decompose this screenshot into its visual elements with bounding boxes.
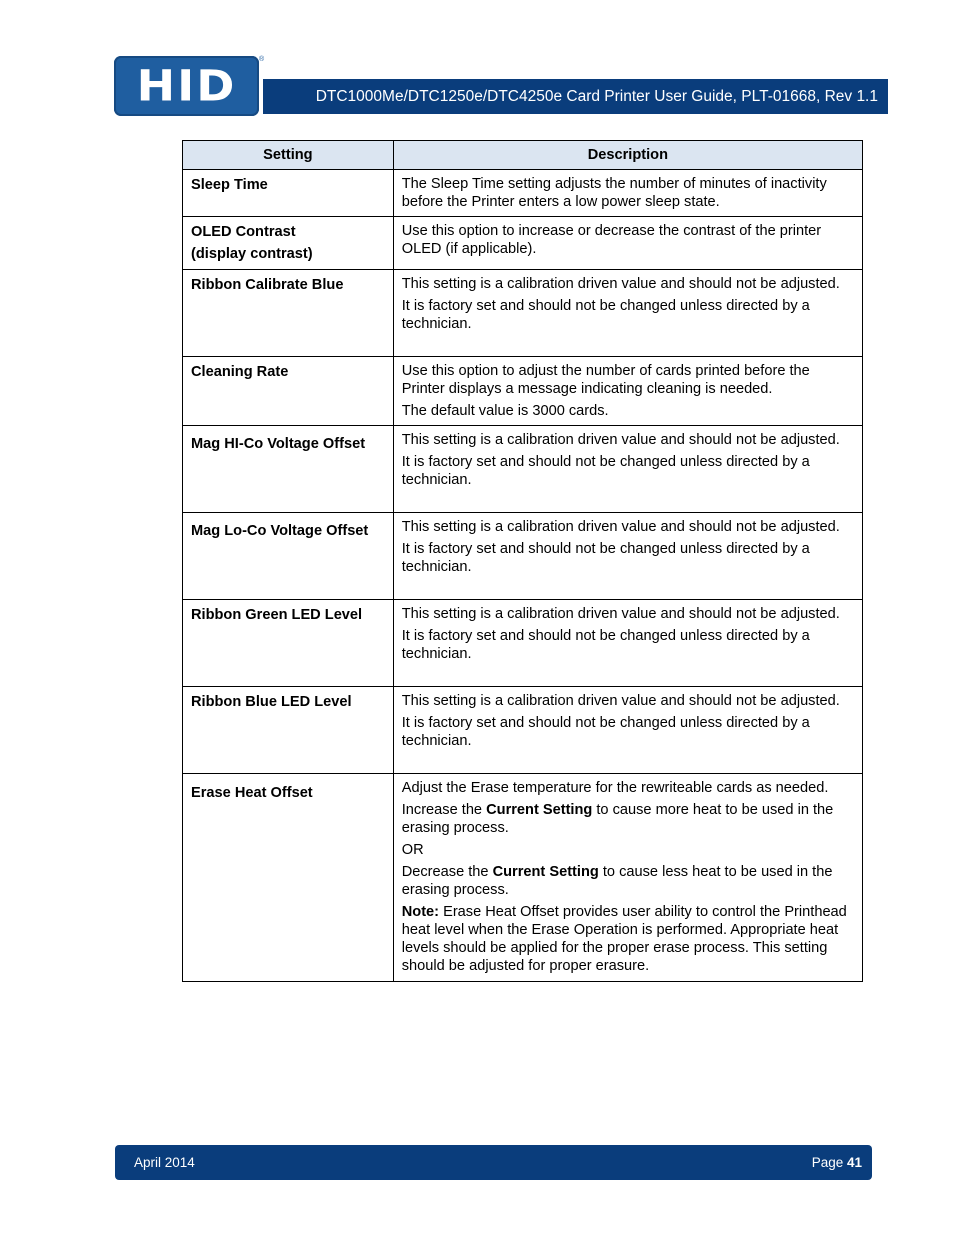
setting-name: Sleep Time (183, 170, 394, 217)
note-label: Note: (401, 904, 440, 920)
column-header-description: Description (393, 141, 862, 170)
table-row (183, 513, 863, 600)
description-paragraph (402, 863, 854, 899)
table-row (183, 170, 863, 217)
setting-name (183, 217, 394, 270)
header-title-bar (263, 79, 888, 114)
setting-name: Ribbon Calibrate Blue (183, 270, 394, 357)
description-paragraph: The Sleep Time setting adjusts the number of minutes of inactivity before the Printer enters a low power sleep state. (401, 176, 827, 210)
setting-description (393, 687, 862, 774)
table-row (183, 357, 863, 426)
setting-description (393, 357, 862, 426)
page-label: Page (811, 1155, 847, 1170)
setting-name: Ribbon Green LED Level (183, 600, 394, 687)
bold-text: Current Setting (492, 864, 599, 880)
description-paragraph: Use this option to adjust the number of cards printed before the Printer displays a message indicating cleaning is needed. (401, 363, 810, 397)
description-paragraph: The default value is 3000 cards. (401, 403, 609, 419)
setting-description (393, 217, 862, 270)
table-row (183, 270, 863, 357)
description-paragraph: It is factory set and should not be changed unless directed by a technician. (401, 298, 810, 332)
page-indicator (812, 1155, 862, 1170)
settings-table (182, 140, 863, 982)
description-paragraph: It is factory set and should not be changed unless directed by a technician. (401, 541, 810, 575)
hid-logo (114, 56, 259, 116)
text-run: Decrease the (401, 864, 493, 880)
registered-mark: ® (259, 56, 265, 63)
setting-description (393, 170, 862, 217)
setting-name: Ribbon Blue LED Level (183, 687, 394, 774)
description-paragraph: OR (401, 842, 424, 858)
document-title: DTC1000Me/DTC1250e/DTC4250e Card Printer User Guide, PLT-01668, Rev 1.1 (315, 87, 878, 105)
description-paragraph: It is factory set and should not be changed unless directed by a technician. (401, 628, 810, 662)
description-paragraph: This setting is a calibration driven value and should not be adjusted. (401, 606, 840, 622)
setting-description (393, 513, 862, 600)
footer-date: April 2014 (134, 1155, 195, 1170)
setting-description (393, 426, 862, 513)
text-run: to cause more heat to be used in the erasing process. (401, 802, 834, 836)
note-text: Erase Heat Offset provides user ability to control the Printhead heat level when the Erase Operation is performed. Appropriate heat levels should be applied for the proper erase process. This setting should be adjusted for proper erasure. (401, 904, 847, 974)
description-paragraph: This setting is a calibration driven value and should not be adjusted. (401, 693, 840, 709)
description-paragraph: It is factory set and should not be changed unless directed by a technician. (401, 454, 810, 488)
column-header-setting: Setting (183, 141, 394, 170)
table-row (183, 687, 863, 774)
description-paragraph: This setting is a calibration driven value and should not be adjusted. (401, 276, 840, 292)
footer-bar (115, 1145, 872, 1180)
setting-description (393, 774, 862, 982)
setting-name: Erase Heat Offset (183, 774, 394, 982)
table-header-row (183, 141, 863, 170)
description-paragraph (402, 801, 854, 837)
table-row (183, 217, 863, 270)
note-paragraph (402, 903, 854, 975)
text-run: Increase the (401, 802, 487, 818)
description-paragraph: Use this option to increase or decrease the contrast of the printer OLED (if applicable). (401, 223, 822, 257)
table-row (183, 600, 863, 687)
setting-name-sub: (display contrast) (191, 246, 313, 262)
setting-description (393, 270, 862, 357)
bold-text: Current Setting (486, 802, 593, 818)
text-run: to cause less heat to be used in the erasing process. (401, 864, 833, 898)
page-number: 41 (846, 1155, 862, 1170)
setting-name-main: OLED Contrast (191, 224, 296, 240)
description-paragraph: This setting is a calibration driven value and should not be adjusted. (401, 432, 840, 448)
description-paragraph: Adjust the Erase temperature for the rewriteable cards as needed. (401, 780, 829, 796)
setting-name: Mag HI-Co Voltage Offset (183, 426, 394, 513)
description-paragraph: It is factory set and should not be changed unless directed by a technician. (401, 715, 810, 749)
logo-text: HID (136, 61, 237, 111)
table-row (183, 774, 863, 982)
setting-name: Cleaning Rate (183, 357, 394, 426)
setting-description (393, 600, 862, 687)
table-row (183, 426, 863, 513)
setting-name: Mag Lo-Co Voltage Offset (183, 513, 394, 600)
description-paragraph: This setting is a calibration driven value and should not be adjusted. (401, 519, 840, 535)
